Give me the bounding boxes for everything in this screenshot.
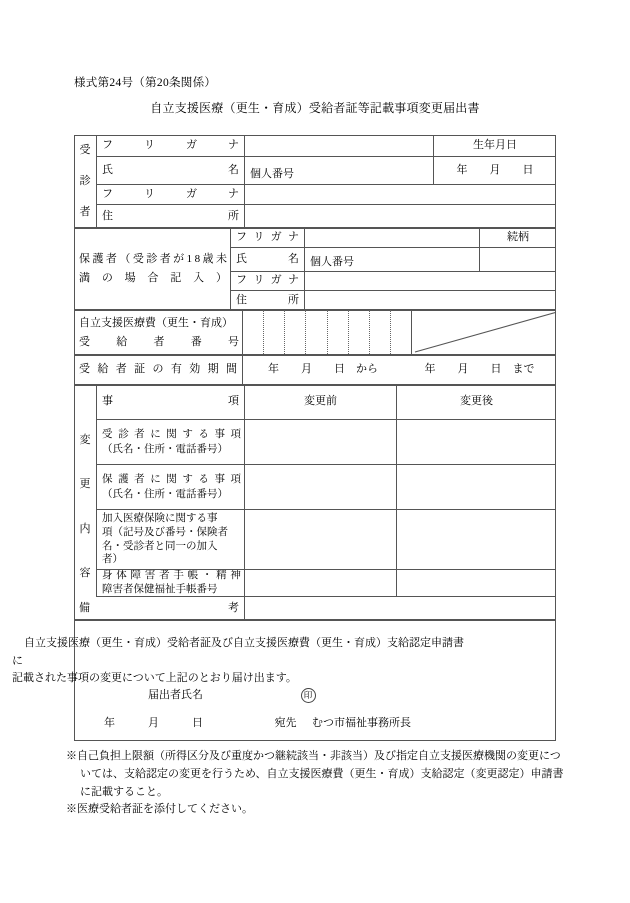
change-row-1-line-0: 保 護 者 に 関 す る 事 項 (102, 473, 241, 485)
change-content-side-label (74, 385, 97, 597)
declaration-line-2: 記載された事項の変更について上記のとおり届け出ます。 (12, 672, 297, 685)
recipient-number-label-line1: 自立支援医療費（更生・育成） (79, 317, 233, 330)
patient-address-label (97, 205, 245, 228)
change-row-after-value[interactable] (397, 510, 556, 570)
guardian-name-value[interactable] (305, 248, 480, 272)
addressee-value: むつ市福祉事務所長 (312, 717, 411, 729)
change-row-0-line-0: 受 診 者 に 関 す る 事 項 (102, 428, 241, 440)
remarks-label (74, 597, 245, 620)
submitter-label: 届出者氏名 (148, 689, 203, 701)
guardian-address-label-text: 住 所 (236, 293, 299, 306)
change-row-after-value[interactable] (397, 570, 556, 597)
change-row-item-label (97, 465, 245, 510)
validity-period-from-text: 年 月 日 から (268, 363, 378, 376)
change-row-before-value[interactable] (245, 570, 397, 597)
recipient-number-label (74, 310, 243, 355)
remarks-label-text: 備 考 (79, 601, 239, 614)
change-row-2-line-2: 名・受診者と同一の加入 (102, 540, 218, 552)
patient-side-label-char-0: 受 (79, 144, 91, 156)
change-header-before-text: 変更前 (304, 395, 337, 408)
change-row-0-line-1: （氏名・住所・電話番号） (102, 444, 228, 455)
patient-furigana-label (97, 135, 245, 157)
guardian-relationship-header-text: 続柄 (507, 230, 529, 243)
patient-birthdate-fields-text: 年 月 日 (456, 163, 534, 176)
change-side-label-char-2: 内 (79, 522, 91, 535)
footnote-item (66, 748, 566, 801)
document-title: 自立支援医療（更生・育成）受給者証等記載事項変更届出書 (150, 101, 480, 115)
patient-name-label (97, 157, 245, 185)
footnote-item (66, 801, 566, 819)
guardian-my-number-label: 個人番号 (310, 256, 354, 269)
guardian-furigana-value[interactable] (305, 228, 480, 248)
change-header-item-text: 事 項 (102, 395, 239, 408)
change-row-3-line-1: 障害者保健福祉手帳番号 (102, 584, 218, 595)
recipient-number-digit-cell[interactable] (328, 310, 349, 354)
validity-period-to-text: 年 月 日 まで (424, 363, 535, 376)
guardian-label (74, 228, 231, 310)
remarks-value[interactable] (245, 597, 556, 620)
change-header-after (397, 385, 556, 420)
guardian-name-label-text: 氏 名 (236, 252, 299, 265)
submitter-row (148, 686, 316, 703)
patient-birthdate-fields[interactable] (434, 157, 556, 185)
change-row-before-value[interactable] (245, 510, 397, 570)
guardian-address-value[interactable] (305, 291, 556, 310)
change-row-item-label (97, 510, 245, 570)
recipient-number-digit-cell[interactable] (306, 310, 327, 354)
change-row-after-value[interactable] (397, 465, 556, 510)
change-header-before (245, 385, 397, 420)
recipient-number-void-area (411, 310, 556, 355)
change-side-label-char-3: 容 (79, 567, 91, 580)
diagonal-strike-icon (412, 310, 556, 355)
change-row-2-line-1: 項（記号及び番号・保険者 (102, 526, 228, 538)
guardian-relationship-value[interactable] (480, 248, 556, 272)
change-row-3-line-0: 身 体 障 害 者 手 帳 ・ 精 神 (102, 570, 241, 582)
guardian-furigana2-label (231, 272, 305, 291)
recipient-number-label-line2: 受 給 者 番 号 (79, 335, 239, 348)
addressee-label: 宛先 (274, 717, 297, 729)
patient-birthdate-header (434, 135, 556, 157)
validity-period-label-text: 受 給 者 証 の 有 効 期 間 (79, 363, 237, 376)
recipient-number-digit-cell[interactable] (264, 310, 285, 354)
recipient-number-digit-cell[interactable] (391, 310, 411, 354)
footnotes (66, 748, 566, 819)
validity-period-label (74, 355, 243, 385)
patient-furigana-label-text: フ リ ガ ナ (102, 138, 239, 151)
change-row-1-line-1: （氏名・住所・電話番号） (102, 489, 228, 500)
change-row-2-line-3: 者） (102, 554, 123, 566)
footnote-1-text: ※医療受給者証を添付してください。 (66, 803, 253, 816)
date-addressee-row (104, 714, 411, 730)
guardian-name-label (231, 248, 305, 272)
change-side-label-char-0: 変 (79, 433, 91, 446)
guardian-furigana2-label-text: フ リ ガ ナ (236, 274, 299, 287)
declaration-paragraph (12, 635, 472, 688)
validity-period-to[interactable] (403, 355, 556, 385)
guardian-furigana-label (231, 228, 305, 248)
guardian-furigana2-value[interactable] (305, 272, 556, 291)
patient-address-label-text: 住 所 (102, 209, 239, 222)
change-row-2-line-0: 加入医療保険に関する事 (102, 513, 218, 525)
patient-furigana-value[interactable] (245, 135, 434, 157)
patient-furigana2-label (97, 185, 245, 205)
change-header-after-text: 変更後 (460, 395, 493, 408)
change-row-item-label (97, 570, 245, 597)
patient-side-label-char-1: 診 (79, 175, 91, 187)
footnote-0-text: ※自己負担上限額（所得区分及び重度かつ継続該当・非該当）及び指定自立支援医療機関の変更については、支給認定の変更を行うため、自立支援医療費（更生・育成）支給認定（変更認定）申請書に記載すること。 (66, 750, 564, 798)
form-number: 様式第24号（第20条関係） (74, 77, 217, 89)
recipient-number-digit-cell[interactable] (243, 310, 264, 354)
patient-birthdate-header-text: 生年月日 (473, 138, 517, 151)
patient-my-number-label: 個人番号 (250, 168, 294, 181)
guardian-furigana-label-text: フ リ ガ ナ (236, 230, 299, 243)
declaration-date-fields[interactable]: 年 月 日 (104, 717, 203, 729)
change-header-item (97, 385, 245, 420)
patient-name-label-text: 氏 名 (102, 163, 239, 176)
change-row-before-value[interactable] (245, 465, 397, 510)
recipient-number-digit-cell[interactable] (370, 310, 391, 354)
guardian-label-line1: 保 護 者 （ 受 診 者 が 1 8 歳 未 (79, 253, 227, 266)
guardian-relationship-header (480, 228, 556, 248)
recipient-number-digit-cell[interactable] (349, 310, 370, 354)
change-side-label-char-1: 更 (79, 478, 91, 491)
seal-icon: 印 (301, 688, 316, 703)
recipient-number-digit-cell[interactable] (285, 310, 306, 354)
change-row-item-label (97, 420, 245, 465)
patient-side-label-char-2: 者 (79, 206, 91, 218)
recipient-number-digit-grid[interactable] (243, 310, 411, 354)
change-row-before-value[interactable] (245, 420, 397, 465)
patient-name-value[interactable] (245, 157, 434, 185)
validity-period-from[interactable] (243, 355, 403, 385)
patient-side-label (74, 135, 97, 228)
patient-address-value[interactable] (245, 205, 556, 228)
guardian-label-line2: 満 の 場 合 記 入 ） (79, 272, 227, 284)
declaration-line-1: 自立支援医療（更生・育成）受給者証及び自立支援医療費（更生・育成）支給認定申請書に (12, 637, 464, 667)
change-row-after-value[interactable] (397, 420, 556, 465)
guardian-address-label (231, 291, 305, 310)
patient-furigana2-label-text: フ リ ガ ナ (102, 187, 239, 200)
patient-furigana2-value[interactable] (245, 185, 556, 205)
